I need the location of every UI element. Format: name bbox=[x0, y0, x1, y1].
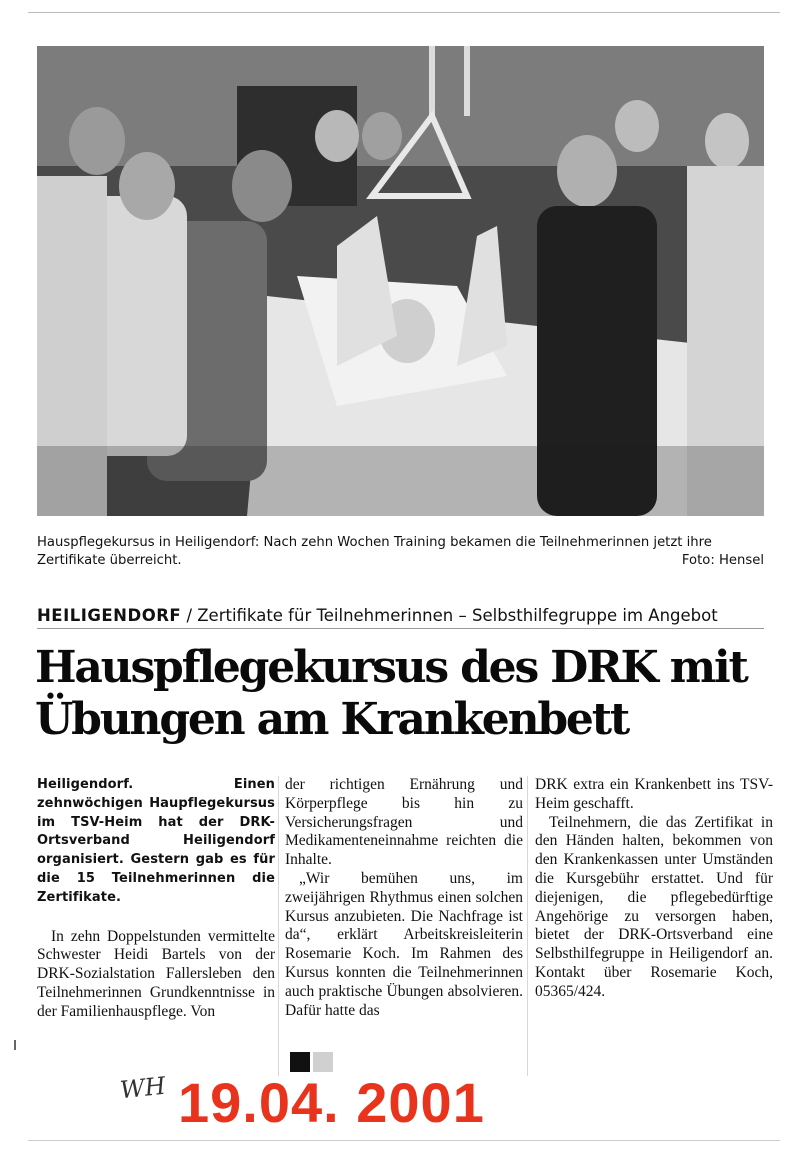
edge-mark bbox=[14, 1040, 16, 1050]
article-paragraph: Teilnehmern, die das Zertifikat in den Händen halten, bekommen von den Krankenkassen unter Umständen die Kursgebühr erstattet. Und für diejenigen, die pflegebedürftige Angehörige zu versorgen haben, bietet der DRK-Ortsverband eine Selbsthilfegruppe in Heiligendorf an. Kontakt über Rosemarie Koch, 05365/424. bbox=[535, 813, 773, 1000]
article-paragraph-continued: DRK extra ein Krankenbett ins TSV-Heim geschafft. bbox=[535, 776, 773, 812]
news-photo bbox=[37, 46, 764, 516]
kicker-text: / Zertifikate für Teilnehmerinnen – Selbsthilfegruppe im Angebot bbox=[181, 606, 718, 625]
article-paragraph: „Wir bemühen uns, im zweijährigen Rhythmus einen solchen Kursus anzubieten. Die Nachfrage ist da“, erklärt Arbeitskreisleiterin Rosemarie Koch. Im Rahmen des Kursus konnten die Teilnehmerinnen auch praktische Übungen absolvieren. Dafür hatte das bbox=[285, 869, 523, 1019]
column-separator bbox=[527, 776, 528, 1076]
article-column-2 bbox=[285, 776, 523, 1020]
column-separator bbox=[278, 776, 279, 1076]
article-paragraph-continued: der richtigen Ernährung und Körperpflege bis hin zu Versicherungsfragen und Medikamenteneinnahme reichten die Inhalte. bbox=[285, 776, 523, 869]
registration-square-dark bbox=[290, 1052, 310, 1072]
article-column-1 bbox=[37, 776, 275, 1022]
article-paragraph: In zehn Doppelstunden vermittelte Schwester Heidi Bartels von der DRK-Sozialstation Fallersleben den Teilnehmerinnen Grundkenntnisse in der Familienhauspflege. Von bbox=[37, 927, 275, 1020]
kicker-place: HEILIGENDORF bbox=[37, 606, 182, 625]
headline bbox=[35, 642, 775, 746]
bottom-rule bbox=[28, 1140, 780, 1141]
kicker-line bbox=[37, 606, 764, 629]
headline-line-1: Hauspflegekursus des DRK mit bbox=[35, 642, 747, 693]
date-stamp: 19.04. 2001 bbox=[178, 1071, 485, 1134]
registration-square-light bbox=[313, 1052, 333, 1072]
caption-text: Hauspflegekursus in Heiligendorf: Nach zehn Wochen Training bekamen die Teilnehmerinnen jetzt ihre Zertifikate überreicht. bbox=[37, 535, 712, 568]
top-rule bbox=[28, 12, 780, 13]
handwritten-initials: WH bbox=[118, 1071, 167, 1105]
article-column-3 bbox=[535, 776, 773, 1002]
photo-illustration bbox=[37, 46, 764, 516]
headline-line-2: Übungen am Krankenbett bbox=[35, 694, 628, 745]
article-lead: Heiligendorf. Einen zehnwöchigen Haupflegekursus im TSV-Heim hat der DRK-Ortsverband Heiligendorf organisiert. Gestern gab es für die 15 Teilnehmerinnen die Zertifikate. bbox=[37, 777, 275, 905]
photo-caption bbox=[37, 534, 764, 570]
photo-credit: Foto: Hensel bbox=[681, 553, 764, 568]
